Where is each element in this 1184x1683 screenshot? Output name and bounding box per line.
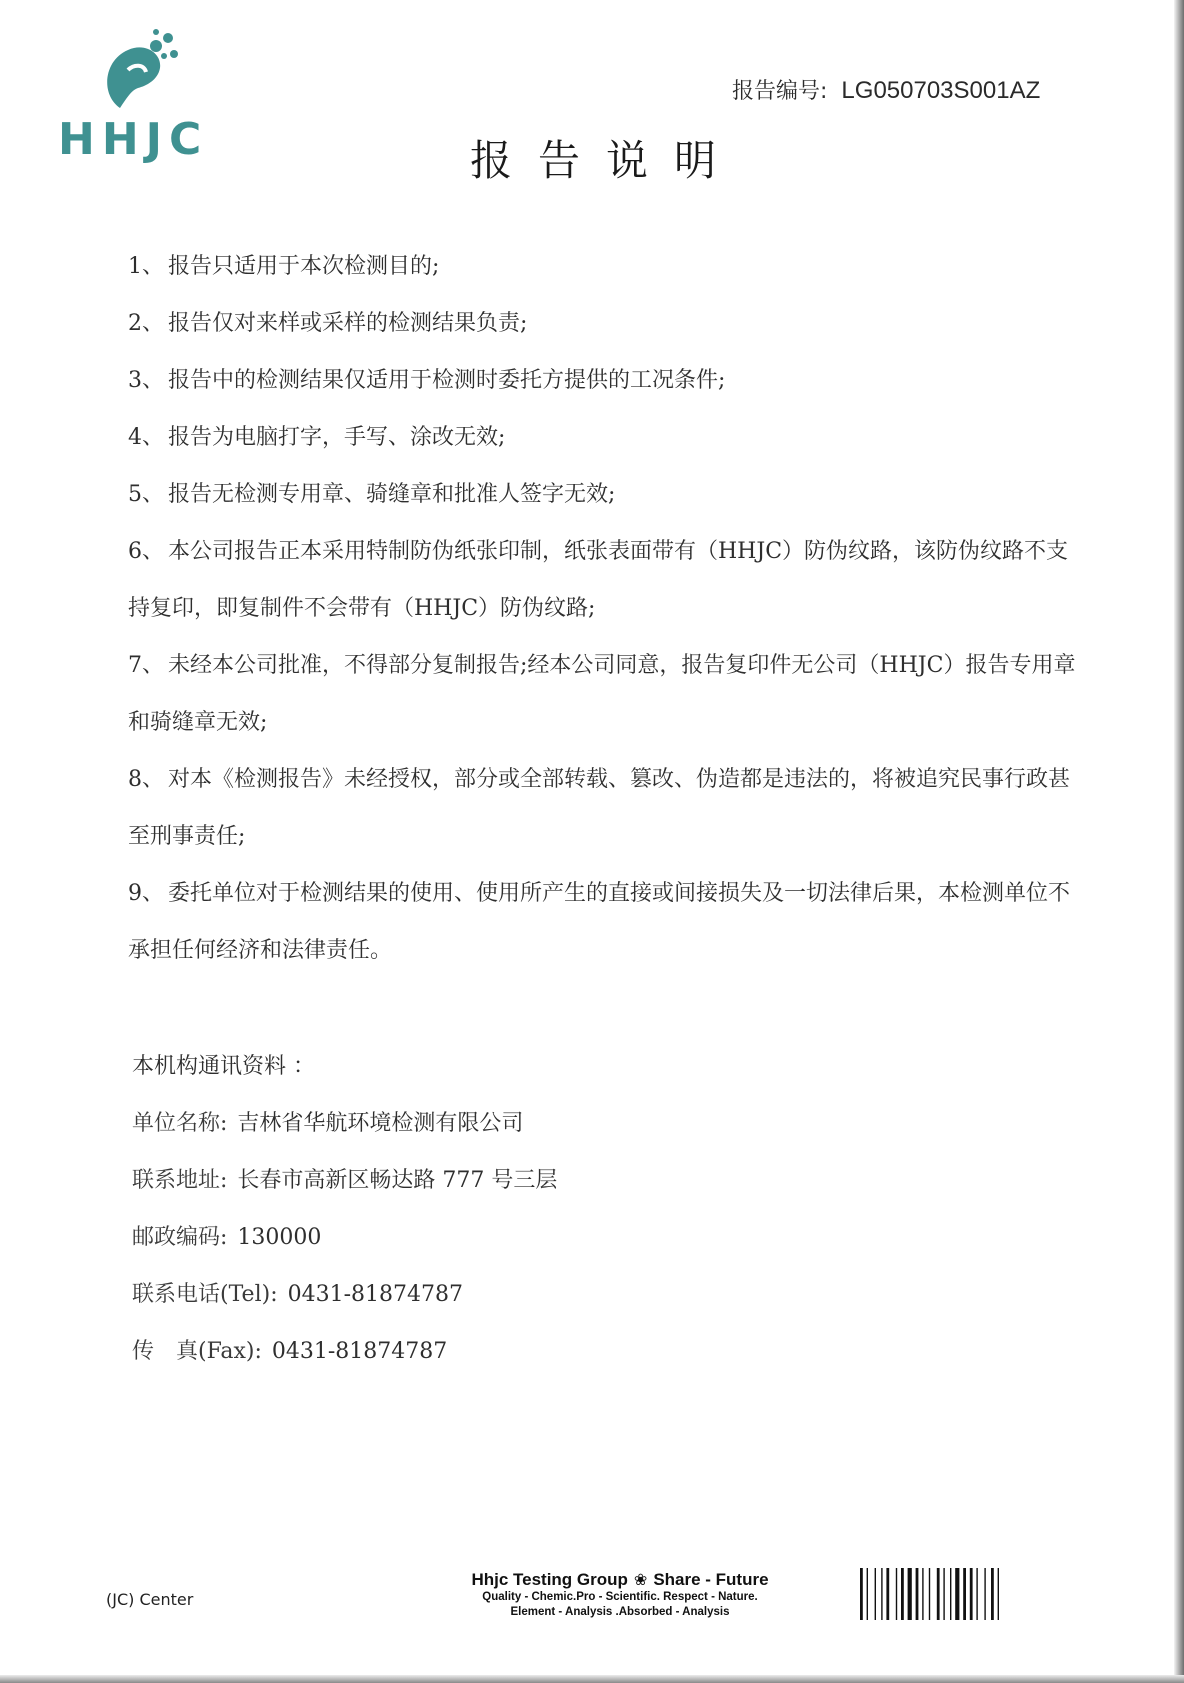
- group-name: Hhjc Testing Group: [471, 1570, 628, 1589]
- report-number-label: 报告编号:: [732, 79, 828, 104]
- company-logo: [58, 28, 209, 165]
- note-item: 9、 委托单位对于检测结果的使用、使用所产生的直接或间接损失及一切法律后果，本检测单位不承担任何经济和法律责任。: [128, 881, 1071, 963]
- note-item: 6、 本公司报告正本采用特制防伪纸张印制，纸张表面带有（HHJC）防伪纹路，该防伪纹路不支持复印，即复制件不会带有（HHJC）防伪纹路;: [128, 539, 1069, 621]
- page-bottom-shadow: [0, 1675, 1184, 1683]
- footer-center-label: (JC) Center: [106, 1590, 194, 1609]
- contact-row: 联系电话(Tel): 0431-81874787: [132, 1282, 464, 1307]
- contact-row: 邮政编码: 130000: [132, 1225, 322, 1250]
- contact-info: [132, 1038, 932, 1380]
- contact-row: 传 真(Fax): 0431-81874787: [132, 1339, 448, 1364]
- footer-group-banner: [440, 1570, 800, 1620]
- page-title: 报告说明: [470, 136, 743, 185]
- report-number: [732, 74, 1040, 105]
- note-item: 8、 对本《检测报告》未经授权，部分或全部转载、篡改、伪造都是违法的，将被追究民事行政甚至刑事责任;: [128, 767, 1071, 849]
- notes-list: [128, 238, 1078, 979]
- contact-row: 单位名称: 吉林省华航环境检测有限公司: [132, 1111, 524, 1136]
- logo-text: HHJC: [58, 114, 209, 165]
- contact-row: 联系地址: 长春市高新区畅达路 777 号三层: [132, 1168, 558, 1193]
- group-slogan: Share - Future: [653, 1570, 769, 1589]
- report-number-value: LG050703S001AZ: [841, 77, 1041, 104]
- contact-heading: 本机构通讯资料 ：: [132, 1054, 315, 1079]
- footer-line-1: Quality - Chemic.Pro - Scientific. Respect - Nature.: [482, 1591, 758, 1603]
- note-item: 5、 报告无检测专用章、骑缝章和批准人签字无效;: [128, 482, 616, 507]
- note-item: 3、 报告中的检测结果仅适用于检测时委托方提供的工况条件;: [128, 368, 726, 393]
- note-item: 7、 未经本公司批准，不得部分复制报告;经本公司同意，报告复印件无公司（HHJC）报告专用章和骑缝章无效;: [128, 653, 1076, 735]
- footer-line-2: Element - Analysis .Absorbed - Analysis: [510, 1606, 730, 1618]
- note-item: 2、 报告仅对来样或采样的检测结果负责;: [128, 311, 528, 336]
- note-item: 1、 报告只适用于本次检测目的;: [128, 254, 440, 279]
- barcode-icon: [860, 1568, 1028, 1620]
- note-item: 4、 报告为电脑打字，手写、涂改无效;: [128, 425, 506, 450]
- page-edge-shadow: [1174, 0, 1184, 1683]
- drop-logo-icon: [98, 28, 188, 118]
- flower-icon: ❀: [633, 1572, 648, 1589]
